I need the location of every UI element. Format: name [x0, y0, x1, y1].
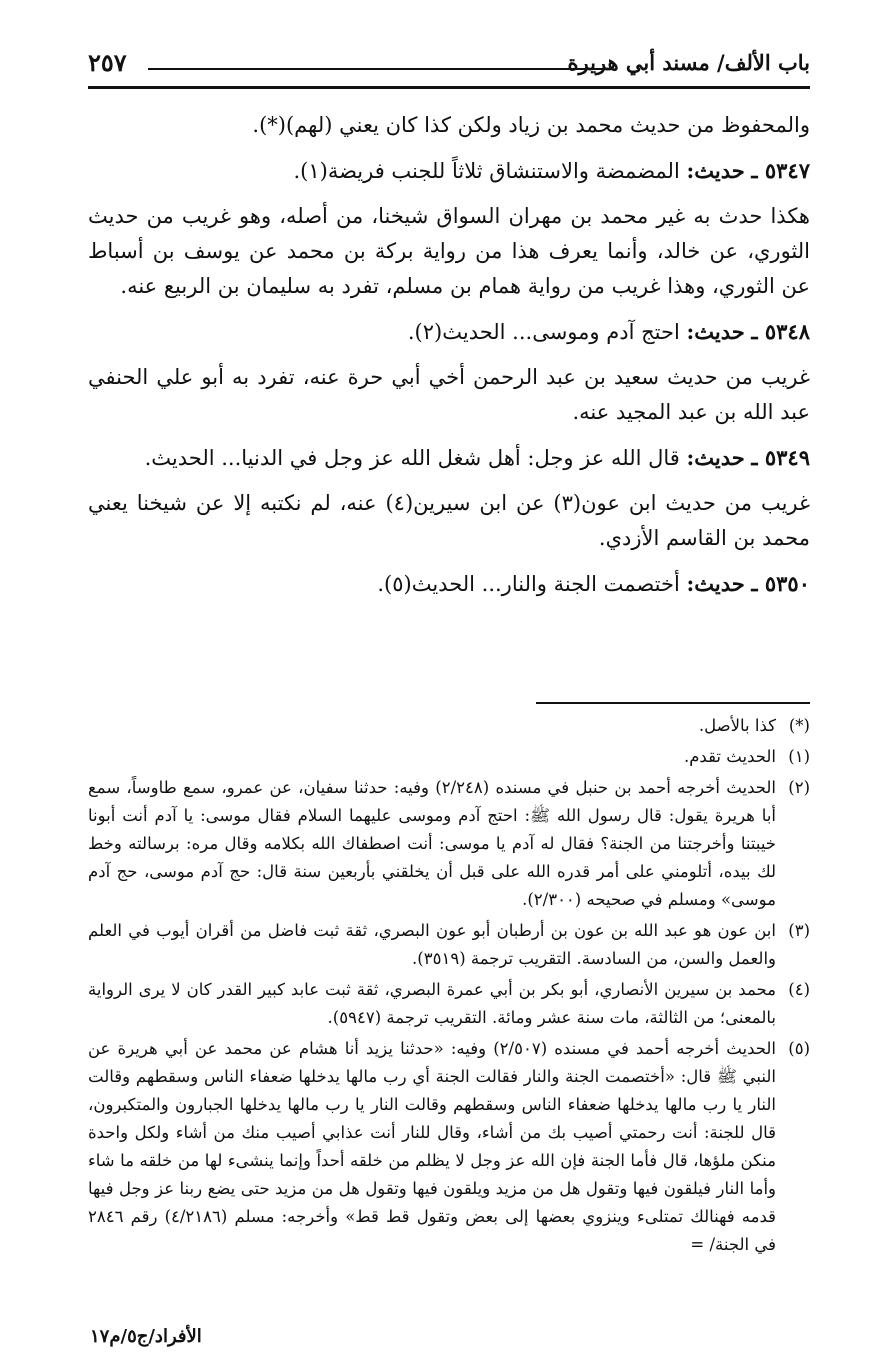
header-rule: [148, 68, 610, 70]
paragraph-intro: والمحفوظ من حديث محمد بن زياد ولكن كذا كان يعني (لهم)(*).: [252, 113, 810, 137]
hadith-number: ٥٣٥٠ ـ: [751, 571, 810, 596]
footnote-2: [88, 774, 810, 914]
hadith-number: ٥٣٤٨ ـ: [751, 319, 810, 344]
hadith-text: احتج آدم وموسى... الحديث(٢).: [407, 320, 680, 344]
page-number: ٢٥٧: [88, 48, 127, 77]
footnote-separator: [536, 702, 810, 704]
hadith-keyword: حديث:: [686, 319, 745, 344]
hadith-keyword: حديث:: [686, 445, 745, 470]
hadith-text: أختصمت الجنة والنار... الحديث(٥).: [377, 572, 680, 596]
hadith-5347: [88, 153, 810, 189]
hadith-5348: [88, 314, 810, 350]
chapter-title: باب الألف/ مسند أبي هريرة: [567, 50, 810, 75]
hadith-keyword: حديث:: [686, 158, 745, 183]
paragraph-commentary-2: غريب من حديث سعيد بن عبد الرحمن أخي أبي حرة عنه، تفرد به أبو علي الحنفي عبد الله بن عبد المجيد عنه.: [88, 365, 810, 424]
footnote-mark: (٢): [788, 778, 810, 797]
footnote-text: الحديث أخرجه أحمد بن حنبل في مسنده (٢/٢٤٨) وفيه: حدثنا سفيان، عن عمرو، سمع طاوساً، سمع أبا هريرة يقول: قال رسول الله ﷺ: احتج آدم وموسى عليهما السلام فقال موسى: يا آدم أنت أبونا خيبتنا وأخرجتنا من الجنة؟ فقال له آدم يا موسى: أنت اصطفاك الله بكلامه وقال مره: برسالته وخط لك بيده، أتلومني على أمر قدره الله على قبل أن يخلقني بأربعين سنة قال: حج آدم موسى، حج آدم موسى» ومسلم في صحيحه (٢/٣٠٠).: [88, 778, 776, 909]
footnotes: [88, 712, 810, 1262]
footnote-mark: (٤): [788, 980, 810, 999]
footnote-1: [88, 743, 810, 771]
footnote-5: [88, 1035, 810, 1259]
footnote-mark: (١): [788, 747, 810, 766]
footnote-text: الحديث أخرجه أحمد في مسنده (٢/٥٠٧) وفيه: «حدثنا يزيد أنا هشام عن محمد عن أبي هريرة عن النبي ﷺ قال: «أختصمت الجنة والنار فقالت الجنة أي رب مالها يدخلها ضعفاء الناس وسقطهم وقالت النار يا رب مالها يدخلها ضعفاء الناس وسقطهم وقالت النار يا رب مالها يدخلها الجبارون والمتكبرون، قال للجنة: أنت رحمتي أصيب بك من أشاء، وقال للنار أنت عذابي أصيب منك من أشاء ولكل واحدة منكن ملؤها، قال فأما الجنة فإن الله عز وجل لا يظلم من خلقه أحداً وإنما ينشىء لها من خلقه ما شاء وأما النار فيلقون فيها وتقول هل من مزيد ويلقون فيها وتقول هل من مزيد حتى يضع ربنا عز وجل فيها قدمه فهنالك تمتلىء وينزوي بعضها إلى بعض وتقول قط قط» وأخرجه: مسلم (٤/٢١٨٦) رقم ٢٨٤٦ في الجنة/ =: [88, 1039, 776, 1254]
footnote-mark: (٣): [788, 921, 810, 940]
hadith-keyword: حديث:: [686, 571, 745, 596]
paragraph-commentary-3: غريب من حديث ابن عون(٣) عن ابن سيرين(٤) عنه، لم نكتبه إلا عن شيخنا يعني محمد بن القاسم الأزدي.: [88, 491, 810, 550]
hadith-text: المضمضة والاستنشاق ثلاثاً للجنب فريضة(١).: [293, 159, 680, 183]
footnote-text: ابن عون هو عبد الله بن عون بن أرطبان أبو عون البصري، ثقة ثبت فاضل من أقران أيوب في العلم والعمل والسن، من السادسة. التقريب ترجمة (٣٥١٩).: [88, 921, 776, 968]
footnote-text: الحديث تقدم.: [683, 747, 776, 766]
printer-signature: الأفراد/ج٥/م١٧: [90, 1326, 202, 1347]
footnote-text: محمد بن سيرين الأنصاري، أبو بكر بن أبي عمرة البصري، ثقة ثبت عابد كبير القدر كان لا يرى الرواية بالمعنى؛ من الثالثة، مات سنة عشر ومائة. التقريب ترجمة (٥٩٤٧).: [88, 980, 776, 1027]
footnote-4: [88, 976, 810, 1032]
running-header: [88, 42, 810, 89]
hadith-5349: [88, 440, 810, 476]
hadith-text: قال الله عز وجل: أهل شغل الله عز وجل في الدنيا... الحديث.: [144, 446, 680, 470]
footnote-mark: (*): [788, 716, 810, 735]
hadith-number: ٥٣٤٧ ـ: [751, 158, 810, 183]
footnote-text: كذا بالأصل.: [698, 716, 776, 735]
paragraph-commentary-1: هكذا حدث به غير محمد بن مهران السواق شيخنا، من أصله، وهو غريب من حديث الثوري، عن خالد، وأنما يعرف هذا من رواية بركة بن محمد عن يوسف بن أسباط عن الثوري، وهذا غريب من رواية همام بن مسلم، تفرد به سليمان بن الربيع عنه.: [88, 204, 810, 298]
footnote-mark: (٥): [788, 1039, 810, 1058]
hadith-5350: [88, 566, 810, 602]
hadith-number: ٥٣٤٩ ـ: [751, 445, 810, 470]
footnote-star: [88, 712, 810, 740]
main-text: [88, 108, 810, 612]
footnote-3: [88, 917, 810, 973]
